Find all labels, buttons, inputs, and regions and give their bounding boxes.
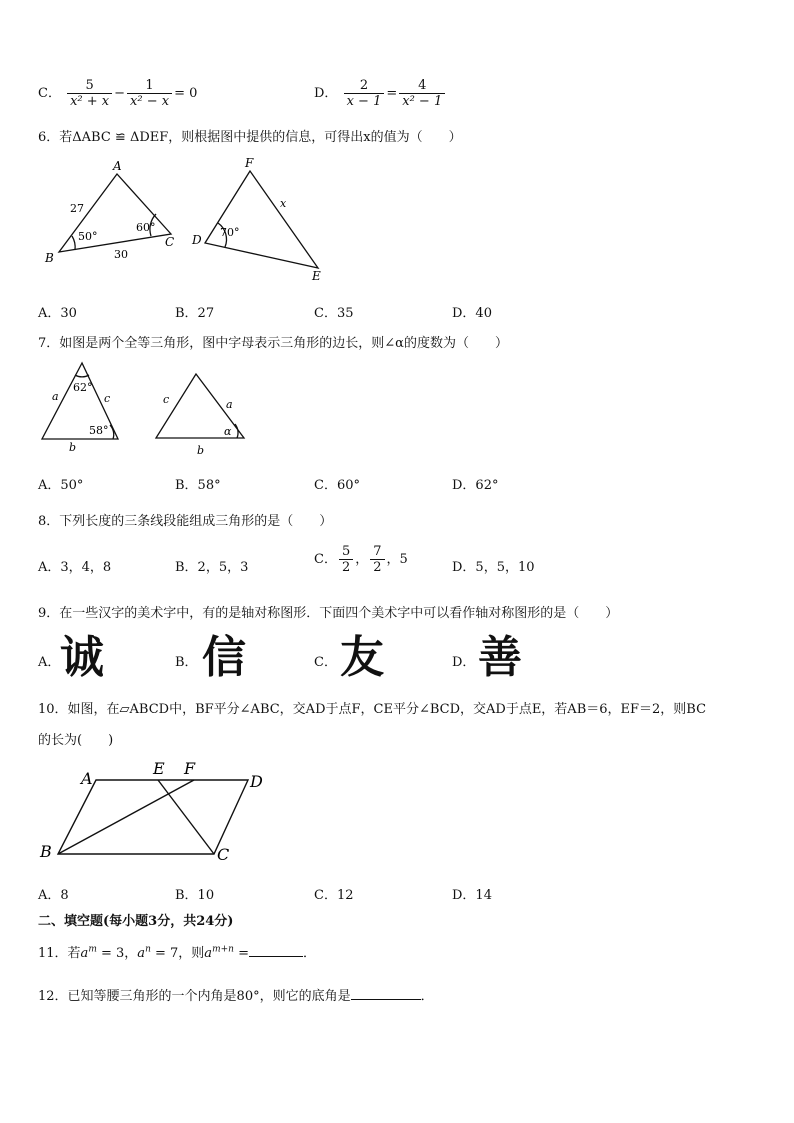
label-f: F bbox=[245, 156, 254, 170]
side-bc: 30 bbox=[114, 248, 128, 261]
q8-question: 8．下列长度的三条线段能组成三角形的是（ ） bbox=[38, 514, 333, 529]
q6-option-b: B．27 bbox=[175, 306, 215, 321]
angle-right: 58° bbox=[89, 424, 109, 437]
q9-option-b-label: B． bbox=[175, 655, 198, 670]
angle-b: 50° bbox=[78, 230, 98, 243]
q6-option-c: C．35 bbox=[314, 306, 354, 321]
label-d: D bbox=[250, 772, 263, 791]
fraction: $\frac{5}{2}$ bbox=[339, 544, 353, 575]
side-fe: x bbox=[280, 197, 287, 210]
label-f: F bbox=[184, 759, 196, 778]
side-a-left: a bbox=[52, 390, 59, 403]
q10-option-a: A．8 bbox=[38, 888, 69, 903]
q7-option-d: D．62° bbox=[452, 478, 499, 493]
angle-d: 70° bbox=[220, 226, 240, 239]
q9-char-shan: 善 bbox=[478, 632, 522, 683]
side-a-right: a bbox=[226, 398, 233, 411]
side-c-left: c bbox=[104, 392, 111, 405]
q10-question-line2: 的长为( ) bbox=[38, 733, 114, 748]
q9-option-d-label: D． bbox=[452, 655, 476, 670]
label-a: A bbox=[113, 159, 122, 173]
q7-question: 7．如图是两个全等三角形，图中字母表示三角形的边长，则∠α的度数为（ ） bbox=[38, 336, 508, 351]
angle-top: 62° bbox=[73, 381, 93, 394]
q8-option-a: A．3，4，8 bbox=[38, 560, 112, 575]
side-c-right: c bbox=[163, 393, 170, 406]
q11-question: 11．若$a^m = 3$，$a^n = 7$，则$a^{m+n}$ = ． bbox=[38, 944, 316, 961]
label-e: E bbox=[312, 269, 321, 283]
q5-option-c: C． $\frac{5}{\text{x² + x}}$ − $\frac{1}{\text{x² − x}}$ = 0 bbox=[38, 78, 198, 109]
section-heading: 二、填空题(每小题3分，共24分) bbox=[38, 914, 234, 929]
label-b: B bbox=[45, 251, 54, 265]
q7-option-c: C．60° bbox=[314, 478, 360, 493]
q6-option-a: A．30 bbox=[38, 306, 77, 321]
label-b: B bbox=[40, 842, 52, 861]
q6-figure bbox=[40, 150, 340, 285]
q10-option-b: B．10 bbox=[175, 888, 215, 903]
q10-figure bbox=[36, 756, 276, 868]
side-ab: 27 bbox=[70, 202, 84, 215]
angle-c: 60° bbox=[136, 221, 156, 234]
q7-figure bbox=[38, 358, 253, 458]
q8-option-b: B．2，5，3 bbox=[175, 560, 249, 575]
q7-option-b: B．58° bbox=[175, 478, 221, 493]
q10-option-d: D．14 bbox=[452, 888, 492, 903]
q8-option-c: C． $\frac{5}{2}$ ， $\frac{7}{2}$ ，5 bbox=[314, 544, 408, 575]
angle-alpha: α bbox=[224, 425, 232, 438]
q10-option-c: C．12 bbox=[314, 888, 354, 903]
answer-blank[interactable] bbox=[351, 999, 421, 1000]
label-d: D bbox=[192, 233, 202, 247]
q10-question-line1: 10．如图，在▱ABCD中，BF平分∠ABC，交AD于点F，CE平分∠BCD，交AD于点E，若AB＝6，EF＝2，则BC bbox=[38, 702, 707, 717]
q12-question: 12．已知等腰三角形的一个内角是80°，则它的底角是 ． bbox=[38, 989, 434, 1004]
q9-char-you: 友 bbox=[340, 632, 384, 683]
q9-option-c-label: C． bbox=[314, 655, 337, 670]
q9-question: 9．在一些汉字的美术字中，有的是轴对称图形．下面四个美术字中可以看作轴对称图形的是（ ） bbox=[38, 606, 619, 621]
answer-blank[interactable] bbox=[249, 956, 303, 957]
label-e: E bbox=[153, 759, 165, 778]
q5-option-d: D． $\frac{2}{x - 1}$ = $\frac{4}{\text{x² − 1}}$ bbox=[314, 78, 447, 109]
q9-char-cheng: 诚 bbox=[60, 632, 104, 683]
label-a: A bbox=[81, 769, 93, 788]
fraction: $\frac{7}{2}$ bbox=[370, 544, 384, 575]
fraction: $\frac{1}{\text{x² − x}}$ bbox=[127, 78, 172, 109]
label-c: C bbox=[165, 235, 175, 249]
q6-option-d: D．40 bbox=[452, 306, 492, 321]
side-b-right: b bbox=[197, 444, 205, 457]
fraction: $\frac{2}{x - 1}$ bbox=[344, 78, 385, 109]
q9-char-xin: 信 bbox=[202, 632, 246, 683]
q8-option-d: D．5，5，10 bbox=[452, 560, 535, 575]
q7-option-a: A．50° bbox=[38, 478, 84, 493]
label-c: C bbox=[217, 845, 230, 864]
side-b-left: b bbox=[69, 441, 77, 454]
q6-question: 6．若ΔABC ≌ ΔDEF，则根据图中提供的信息，可得出x的值为（ ） bbox=[38, 130, 462, 145]
q9-option-a-label: A． bbox=[38, 655, 61, 670]
fraction: $\frac{4}{\text{x² − 1}}$ bbox=[399, 78, 445, 109]
fraction: $\frac{5}{\text{x² + x}}$ bbox=[67, 78, 112, 109]
